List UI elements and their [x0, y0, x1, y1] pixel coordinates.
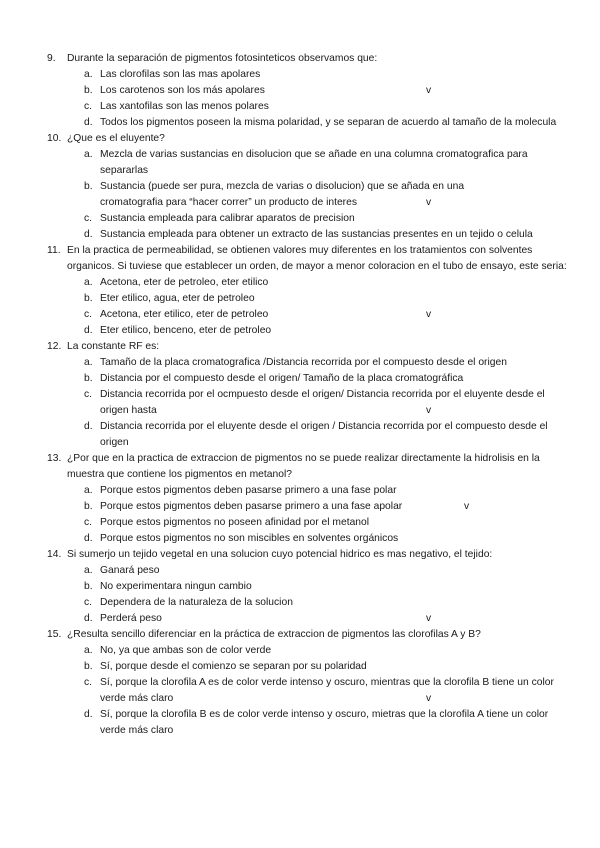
option-text: Eter etilico, agua, eter de petroleo: [100, 293, 255, 304]
option-letter: d.: [84, 325, 93, 336]
option-letter: d.: [84, 421, 93, 432]
option-text: Sustancia (puede ser pura, mezcla de varias o disolucion) que se añada en una cromatografia para “hacer correr” un producto de interes: [100, 181, 465, 208]
option-text: Distancia recorrida por el eluyente desde el origen / Distancia recorrida por el compuesto desde el origen: [100, 421, 548, 448]
question-number: 15.: [47, 629, 62, 640]
question-text: Si sumerjo un tejido vegetal en una solucion cuyo potencial hidrico es mas negativo, el tejido:: [67, 549, 493, 560]
option-letter: b.: [84, 581, 93, 592]
option-text: Eter etilico, benceno, eter de petroleo: [100, 325, 272, 336]
option-letter: a.: [84, 645, 93, 656]
option-text: No experimentara ningun cambio: [100, 581, 252, 592]
option-text: Los carotenos son los más apolares: [100, 85, 265, 96]
option-d: [0, 707, 600, 739]
option-letter: d.: [84, 229, 93, 240]
option-text: Sí, porque desde el comienzo se separan por su polaridad: [100, 661, 367, 672]
option-text: Las clorofilas son las mas apolares: [100, 69, 261, 80]
option-letter: c.: [84, 389, 93, 400]
option-a: [0, 67, 600, 83]
option-d: [0, 323, 600, 339]
question-stem: [0, 51, 600, 67]
option-c: [0, 211, 600, 227]
option-text: Perderá peso: [100, 613, 162, 624]
option-a: [0, 483, 600, 499]
question-text: ¿Resulta sencillo diferenciar en la práctica de extraccion de pigmentos las clorofilas A y B?: [67, 629, 481, 640]
option-letter: c.: [84, 517, 93, 528]
option-d: [0, 531, 600, 547]
option-letter: a.: [84, 277, 93, 288]
question-stem: [0, 627, 600, 643]
option-c: [0, 99, 600, 115]
option-letter: d.: [84, 533, 93, 544]
option-letter: a.: [84, 149, 93, 160]
question-stem: [0, 243, 600, 275]
question-stem: [0, 451, 600, 483]
option-a: [0, 147, 600, 179]
question-text: Durante la separación de pigmentos fotosinteticos observamos que:: [67, 53, 378, 64]
option-a: [0, 355, 600, 371]
option-b: [0, 179, 600, 211]
option-letter: a.: [84, 565, 93, 576]
option-letter: a.: [84, 357, 93, 368]
option-letter: b.: [84, 181, 93, 192]
option-text: No, ya que ambas son de color verde: [100, 645, 272, 656]
option-text: Ganará peso: [100, 565, 160, 576]
option-b: [0, 579, 600, 595]
quiz-document: [0, 51, 600, 739]
option-d: [0, 115, 600, 131]
option-text: Porque estos pigmentos deben pasarse primero a una fase apolar: [100, 501, 403, 512]
option-list: [0, 483, 600, 547]
option-b: [0, 659, 600, 675]
option-letter: d.: [84, 117, 93, 128]
question-stem: [0, 339, 600, 355]
option-text: Distancia recorrida por el ocmpuesto desde el origen/ Distancia recorrida por el eluyente desde el origen hasta: [100, 389, 545, 416]
option-letter: c.: [84, 101, 93, 112]
question-number: 12.: [47, 341, 62, 352]
question-10: [0, 131, 600, 243]
question-stem: [0, 547, 600, 563]
question-11: [0, 243, 600, 339]
question-12: [0, 339, 600, 451]
option-list: [0, 147, 600, 243]
option-text: Mezcla de varias sustancias en disolucion que se añade en una columna cromatografica para separarlas: [100, 149, 528, 176]
option-a: [0, 563, 600, 579]
answer-mark: v: [426, 693, 432, 704]
option-text: Tamaño de la placa cromatografica /Distancia recorrida por el compuesto desde el origen: [100, 357, 507, 368]
option-text: Sustancia empleada para obtener un extracto de las sustancias presentes en un tejido o celula: [100, 229, 533, 240]
question-13: [0, 451, 600, 547]
option-text: Acetona, eter de petroleo, eter etilico: [100, 277, 269, 288]
option-letter: d.: [84, 709, 93, 720]
option-c: [0, 515, 600, 531]
option-b: [0, 291, 600, 307]
option-c: [0, 595, 600, 611]
option-b: [0, 499, 600, 515]
option-text: Todos los pigmentos poseen la misma polaridad, y se separan de acuerdo al tamaño de la molecula: [100, 117, 557, 128]
option-c: [0, 307, 600, 323]
question-text: En la practica de permeabilidad, se obtienen valores muy diferentes en los tratamientos con solventes organicos. Si tuviese que establecer un orden, de mayor a menor coloracion en el tubo de ensayo, este seria:: [67, 245, 567, 272]
option-text: Sí, porque la clorofila A es de color verde intenso y oscuro, mientras que la clorofila B tiene un color verde más claro: [100, 677, 554, 704]
option-c: [0, 387, 600, 419]
question-number: 11.: [47, 245, 61, 256]
option-letter: d.: [84, 613, 93, 624]
option-letter: b.: [84, 661, 93, 672]
question-number: 14.: [47, 549, 62, 560]
question-text: ¿Que es el eluyente?: [67, 133, 165, 144]
option-letter: c.: [84, 597, 93, 608]
question-number: 10.: [47, 133, 62, 144]
option-a: [0, 643, 600, 659]
option-d: [0, 419, 600, 451]
question-number: 13.: [47, 453, 62, 464]
question-15: [0, 627, 600, 739]
answer-mark: v: [426, 197, 432, 208]
option-d: [0, 611, 600, 627]
option-list: [0, 67, 600, 131]
option-d: [0, 227, 600, 243]
option-letter: b.: [84, 85, 93, 96]
option-text: Porque estos pigmentos no son miscibles en solventes orgánicos: [100, 533, 399, 544]
option-text: Las xantofilas son las menos polares: [100, 101, 269, 112]
option-text: Sí, porque la clorofila B es de color verde intenso y oscuro, mietras que la clorofila A tiene un color verde más claro: [100, 709, 549, 736]
option-list: [0, 643, 600, 739]
option-text: Distancia por el compuesto desde el origen/ Tamaño de la placa cromatográfica: [100, 373, 464, 384]
question-stem: [0, 131, 600, 147]
option-list: [0, 275, 600, 339]
answer-mark: v: [426, 85, 432, 96]
option-letter: b.: [84, 293, 93, 304]
option-text: Dependera de la naturaleza de la solucion: [100, 597, 293, 608]
answer-mark: v: [464, 501, 470, 512]
option-text: Porque estos pigmentos no poseen afinidad por el metanol: [100, 517, 370, 528]
answer-mark: v: [426, 309, 432, 320]
option-letter: c.: [84, 677, 93, 688]
question-number: 9.: [47, 53, 56, 64]
option-letter: b.: [84, 373, 93, 384]
option-b: [0, 83, 600, 99]
option-text: Sustancia empleada para calibrar aparatos de precision: [100, 213, 355, 224]
option-b: [0, 371, 600, 387]
option-letter: a.: [84, 485, 93, 496]
question-text: ¿Por que en la practica de extraccion de pigmentos no se puede realizar directamente la hidrolisis en la muestra que contiene los pigmentos en metanol?: [67, 453, 540, 480]
answer-mark: v: [426, 613, 432, 624]
option-text: Porque estos pigmentos deben pasarse primero a una fase polar: [100, 485, 397, 496]
option-letter: b.: [84, 501, 93, 512]
option-list: [0, 563, 600, 627]
question-9: [0, 51, 600, 131]
question-14: [0, 547, 600, 627]
option-letter: c.: [84, 309, 93, 320]
option-text: Acetona, eter etilico, eter de petroleo: [100, 309, 269, 320]
answer-mark: v: [426, 405, 432, 416]
option-list: [0, 355, 600, 451]
option-letter: a.: [84, 69, 93, 80]
option-c: [0, 675, 600, 707]
option-letter: c.: [84, 213, 93, 224]
option-a: [0, 275, 600, 291]
question-text: La constante RF es:: [67, 341, 160, 352]
